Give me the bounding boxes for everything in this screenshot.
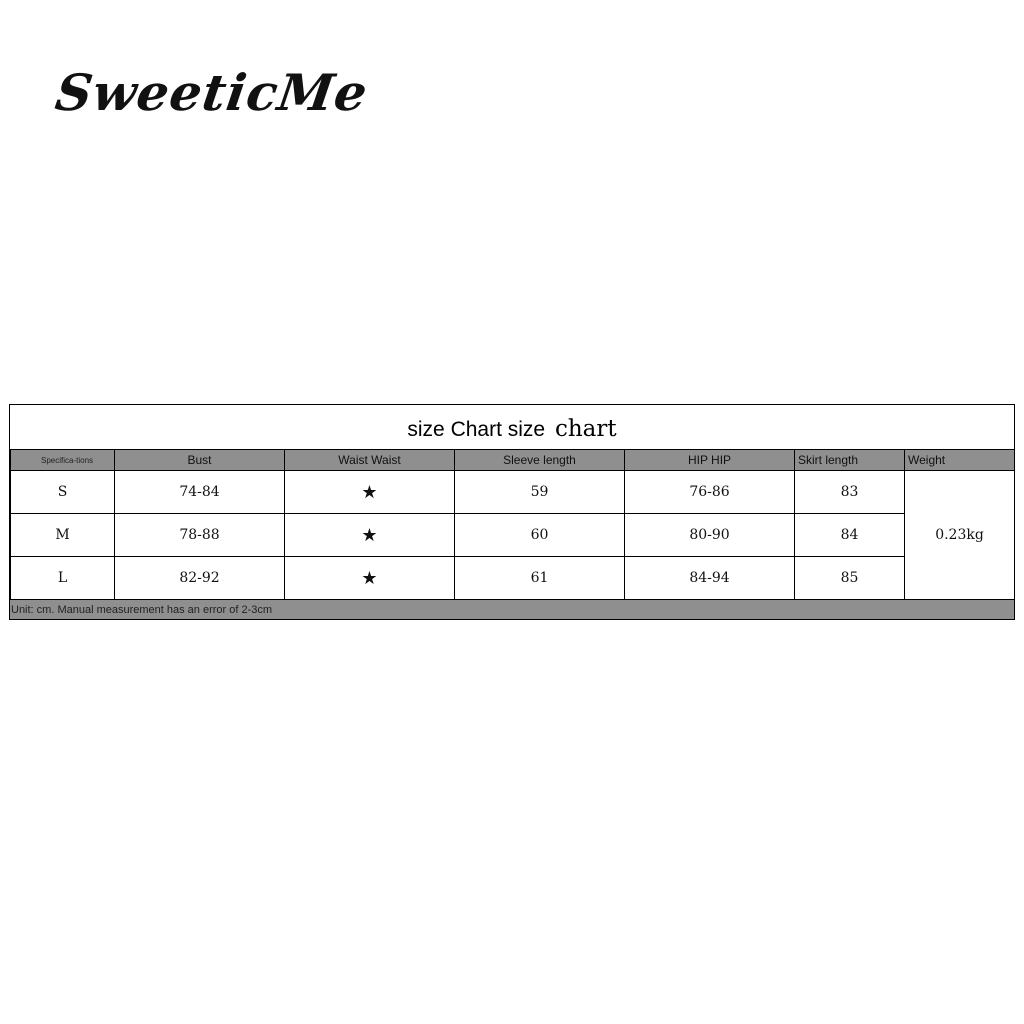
bust-cell: 74-84 xyxy=(115,471,285,514)
table-row xyxy=(11,514,1015,557)
chart-title xyxy=(10,405,1014,449)
sleeve-cell: 59 xyxy=(455,471,625,514)
size-cell: S xyxy=(11,471,115,514)
header-hip: HIP HIP xyxy=(625,450,795,471)
header-skirt-length: Skirt length xyxy=(795,450,905,471)
bust-cell: 78-88 xyxy=(115,514,285,557)
bust-cell: 82-92 xyxy=(115,557,285,600)
weight-cell: 0.23kg xyxy=(905,471,1015,600)
size-table xyxy=(10,449,1015,600)
footer-note: Unit: cm. Manual measurement has an error of 2-3cm xyxy=(10,599,1014,619)
size-cell: M xyxy=(11,514,115,557)
table-row xyxy=(11,557,1015,600)
header-sleeve-length: Sleeve length xyxy=(455,450,625,471)
sleeve-cell: 61 xyxy=(455,557,625,600)
header-row xyxy=(11,450,1015,471)
header-waist: Waist Waist xyxy=(285,450,455,471)
size-cell: L xyxy=(11,557,115,600)
waist-star-cell: ★ xyxy=(285,471,455,514)
chart-title-part2: chart xyxy=(554,416,617,442)
hip-cell: 80-90 xyxy=(625,514,795,557)
brand-logo: SweeticMe xyxy=(51,63,372,122)
waist-star-cell: ★ xyxy=(285,557,455,600)
header-bust: Bust xyxy=(115,450,285,471)
skirt-cell: 84 xyxy=(795,514,905,557)
skirt-cell: 83 xyxy=(795,471,905,514)
header-weight: Weight xyxy=(905,450,1015,471)
table-row xyxy=(11,471,1015,514)
sleeve-cell: 60 xyxy=(455,514,625,557)
skirt-cell: 85 xyxy=(795,557,905,600)
waist-star-cell: ★ xyxy=(285,514,455,557)
hip-cell: 76-86 xyxy=(625,471,795,514)
header-specifications: Specifica-tions xyxy=(11,450,115,471)
hip-cell: 84-94 xyxy=(625,557,795,600)
size-chart xyxy=(9,404,1015,620)
chart-title-part1: size Chart size xyxy=(407,418,546,441)
